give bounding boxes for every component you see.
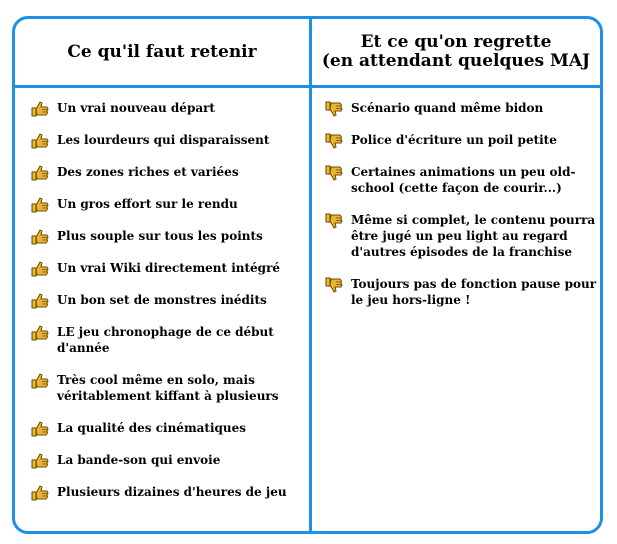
thumbs-up-icon: [31, 197, 49, 213]
thumbs-down-icon: [325, 133, 343, 149]
cons-item: [325, 212, 597, 260]
pros-item-text: La qualité des cinématiques: [57, 421, 247, 435]
pros-title: Ce qu'il faut retenir: [67, 41, 257, 62]
pros-item: [31, 372, 307, 404]
thumbs-down-icon: [325, 277, 343, 293]
pros-item: [31, 164, 307, 181]
pros-item-text: Des zones riches et variées: [57, 165, 239, 179]
cons-item: [325, 100, 597, 117]
thumbs-up-icon: [31, 165, 49, 181]
thumbs-down-icon: [325, 213, 343, 229]
pros-item: [31, 484, 307, 501]
thumbs-up-icon: [31, 373, 49, 389]
pros-item: [31, 100, 307, 117]
pros-item-text: Un vrai Wiki directement intégré: [57, 261, 281, 275]
pros-item: [31, 420, 307, 437]
pros-item: [31, 196, 307, 213]
pros-item-text: Un vrai nouveau départ: [57, 101, 215, 115]
cons-item-text: Même si complet, le contenu pourra être jugé un peu light au regard d'autres épisodes de la franchise: [351, 213, 596, 259]
pros-item-text: La bande-son qui envoie: [57, 453, 221, 467]
cons-item-text: Scénario quand même bidon: [351, 101, 544, 115]
thumbs-up-icon: [31, 133, 49, 149]
header-divider: [15, 85, 600, 88]
thumbs-down-icon: [325, 165, 343, 181]
cons-item-text: Certaines animations un peu old-school (cette façon de courir...): [351, 165, 576, 195]
thumbs-up-icon: [31, 485, 49, 501]
thumbs-up-icon: [31, 453, 49, 469]
cons-item-text: Toujours pas de fonction pause pour le jeu hors-ligne !: [351, 277, 597, 307]
pros-header: [15, 19, 309, 85]
thumbs-up-icon: [31, 101, 49, 117]
pros-item-text: LE jeu chronophage de ce début d'année: [57, 325, 274, 355]
pros-item-text: Les lourdeurs qui disparaissent: [57, 133, 270, 147]
cons-item-text: Police d'écriture un poil petite: [351, 133, 557, 147]
cons-title-line-1: Et ce qu'on regrette: [360, 32, 552, 52]
pros-item: [31, 452, 307, 469]
cons-item: [325, 132, 597, 149]
pros-item-text: Un bon set de monstres inédits: [57, 293, 267, 307]
thumbs-up-icon: [31, 261, 49, 277]
comparison-box: [12, 16, 603, 534]
pros-item: [31, 324, 307, 356]
thumbs-up-icon: [31, 421, 49, 437]
cons-item: [325, 276, 597, 308]
thumbs-down-icon: [325, 101, 343, 117]
thumbs-up-icon: [31, 293, 49, 309]
pros-item-text: Plusieurs dizaines d'heures de jeu: [57, 485, 287, 499]
cons-item: [325, 164, 597, 196]
pros-item-text: Plus souple sur tous les points: [57, 229, 263, 243]
pros-item: [31, 132, 307, 149]
cons-title-line-2: (en attendant quelques MAJ: [321, 51, 591, 71]
pros-item-text: Un gros effort sur le rendu: [57, 197, 238, 211]
thumbs-up-icon: [31, 325, 49, 341]
pros-item: [31, 292, 307, 309]
thumbs-up-icon: [31, 229, 49, 245]
pros-item: [31, 260, 307, 277]
column-divider: [309, 19, 312, 531]
pros-item: [31, 228, 307, 245]
pros-item-text: Très cool même en solo, mais véritablement kiffant à plusieurs: [57, 373, 279, 403]
cons-header: [312, 19, 600, 85]
